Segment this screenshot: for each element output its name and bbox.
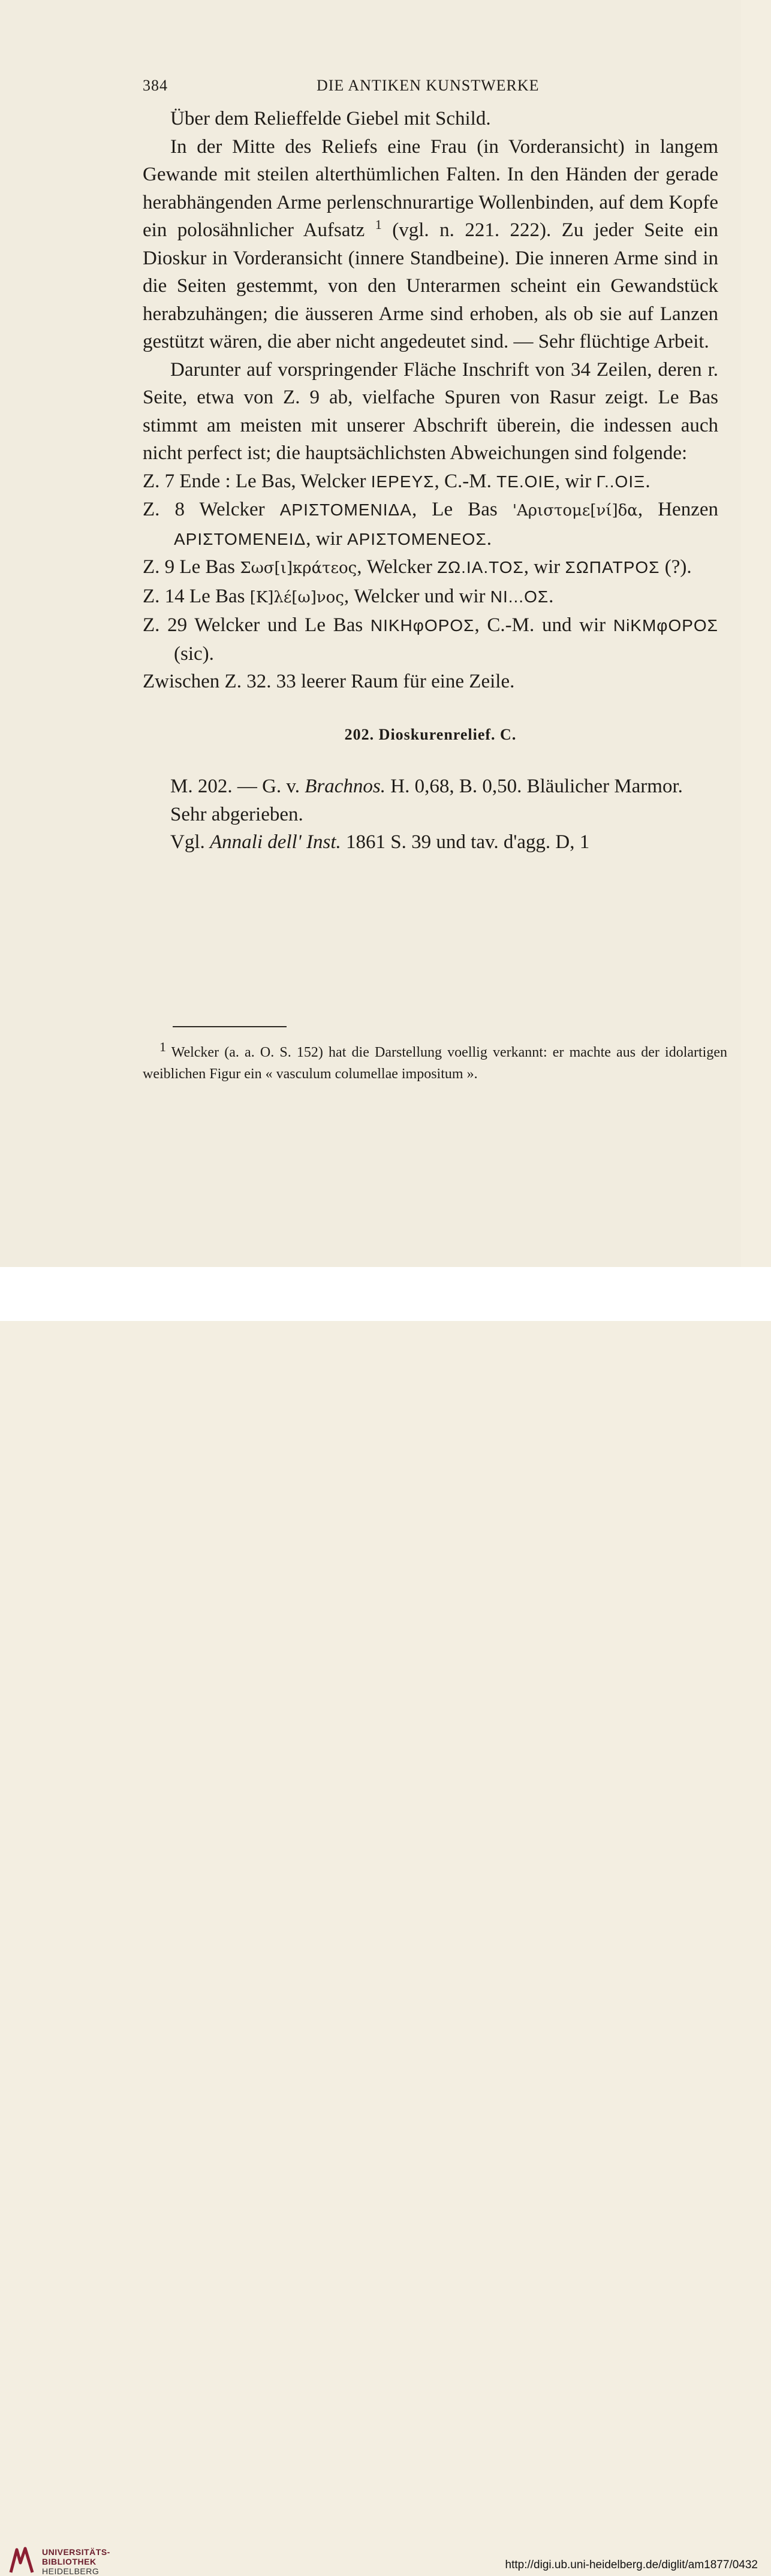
paragraph: Vgl. Annali dell' Inst. 1861 S. 39 und tav. d'agg. D, 1: [170, 831, 590, 853]
library-name: UNIVERSITÄTS- BIBLIOTHEK HEIDELBERG: [42, 2547, 110, 2576]
library-logo-icon: [7, 2545, 36, 2576]
page-number: 384: [143, 77, 168, 94]
source-link[interactable]: http://digi.ub.uni-heidelberg.de/diglit/am1877/0432: [505, 2559, 758, 2571]
paragraph: M. 202. — G. v. Brachnos. H. 0,68, B. 0,50. Bläulicher Marmor.: [170, 776, 683, 797]
paragraph: Über dem Relieffelde Giebel mit Schild.: [170, 108, 491, 129]
variant-z7: Z. 7 Ende : Le Bas, Welcker ΙΕΡΕΥΣ, C.-M. ΤΕ.ΟΙΕ, wir Γ..ΟΙΞ.: [143, 470, 650, 492]
section-heading: 202. Dioskurenrelief. C.: [344, 725, 517, 743]
paragraph: In der Mitte des Reliefs eine Frau (in Vorderansicht) in langem Gewande mit steilen alterthümlichen Falten. In den Händen der gerade herabhängenden Arme perlenschnurartige Wollenbinden, auf dem Kopfe ein polosähnlicher Aufsatz $^1$ (vgl. n. 221. 222). Zu jeder Seite ein Dioskur in Vorderansicht (innere Standbeine). Die inneren Arme sind in die Seiten gestemmt, von den Unterarmen scheint ein Gewandstück herabzuhängen; die äusseren Arme sind erhoben, als ob sie auf Lanzen gestützt wären, die aber nicht angedeutet sind. — Sehr flüchtige Arbeit.: [143, 135, 719, 352]
book-page: [0, 0, 741, 1267]
variant-z8: Z. 8 Welcker ΑΡΙΣΤΟΜΕΝΙΔΑ, Le Bas 'Αριστομε[νί]δα, Henzen ΑΡΙΣΤΟΜΕΝΕΙΔ, wir ΑΡΙΣΤΟΜΕΝΕΟΣ.: [143, 499, 719, 550]
main-text: [143, 105, 718, 856]
footnote-marker: 1: [159, 1039, 166, 1054]
footnote-divider: [173, 1026, 287, 1027]
paragraph: Zwischen Z. 32. 33 leerer Raum für eine Zeile.: [143, 671, 515, 692]
footer-bar: [0, 1267, 771, 2576]
variant-z29: Z. 29 Welcker und Le Bas ΝΙΚΗφΟΡΟΣ, C.-M. und wir ΝiΚΜφΟΡΟΣ (sic).: [143, 614, 718, 665]
paragraph: Darunter auf vorspringender Fläche Inschrift von 34 Zeilen, deren r. Seite, etwa von Z. 9 ab, vielfache Spuren von Rasur zeigt. Le Bas stimmt am meisten mit unserer Abschrift überein, die indessen auch nicht perfect ist; die hauptsächlichsten Abweichungen sind folgende:: [143, 358, 718, 464]
footnote: 1 Welcker (a. a. O. S. 152) hat die Darstellung voellig verkannt: er machte aus der idolartigen weiblichen Figur ein « vasculum columellae impositum ».: [143, 1039, 727, 1082]
page-header: [143, 77, 727, 101]
running-title: DIE ANTIKEN KUNSTWERKE: [317, 77, 540, 94]
variant-z9: Z. 9 Le Bas Σωσ[ι]κράτεος, Welcker ΖΩ.ΙΑ.ΤΟΣ, wir ΣΩΠΑΤΡΟΣ (?).: [143, 556, 692, 578]
paragraph: Sehr abgerieben.: [170, 803, 303, 825]
variant-z14: Z. 14 Le Bas [Κ]λέ[ω]νος, Welcker und wir ΝΙ...ΟΣ.: [143, 585, 554, 607]
footnote-reference[interactable]: 1: [375, 217, 382, 232]
